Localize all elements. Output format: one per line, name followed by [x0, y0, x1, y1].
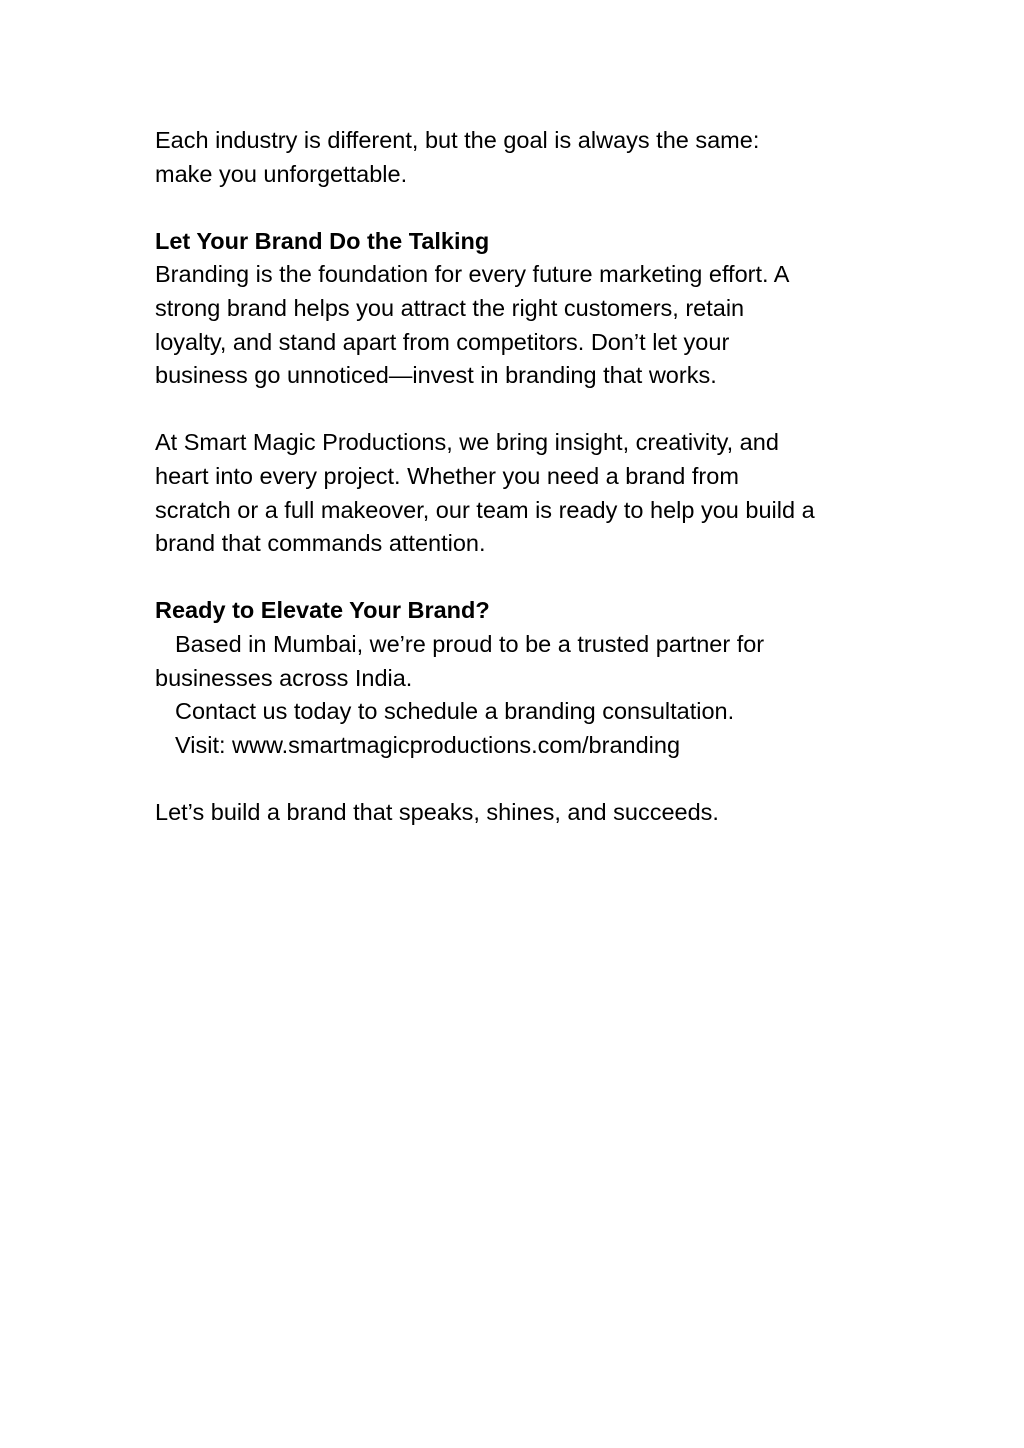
document-body [155, 124, 895, 829]
location-line: Based in Mumbai, we’re proud to be a trusted partner for [175, 630, 765, 657]
body-line: heart into every project. Whether you need a brand from [155, 462, 739, 489]
branding-section [155, 225, 895, 393]
cta-section [155, 594, 895, 762]
visit-link-line: Visit: www.smartmagicproductions.com/branding [175, 731, 681, 758]
location-line: businesses across India. [155, 664, 413, 691]
body-line: At Smart Magic Productions, we bring insight, creativity, and [155, 429, 779, 456]
body-line: loyalty, and stand apart from competitors. Don’t let your [155, 328, 730, 355]
intro-line: make you unforgettable. [155, 160, 408, 187]
section-heading: Ready to Elevate Your Brand? [155, 597, 490, 624]
company-paragraph [155, 426, 895, 560]
body-line: business go unnoticed—invest in branding that works. [155, 362, 717, 389]
body-line: brand that commands attention. [155, 530, 486, 557]
intro-line: Each industry is different, but the goal is always the same: [155, 127, 760, 153]
closing-line: Let’s build a brand that speaks, shines, and succeeds. [155, 798, 719, 825]
contact-line: Contact us today to schedule a branding consultation. [175, 698, 735, 725]
body-line: Branding is the foundation for every future marketing effort. A [155, 261, 790, 288]
body-line: scratch or a full makeover, our team is ready to help you build a [155, 496, 815, 523]
body-line: strong brand helps you attract the right customers, retain [155, 294, 745, 321]
section-heading: Let Your Brand Do the Talking [155, 227, 490, 254]
intro-paragraph [155, 124, 895, 191]
closing-paragraph [155, 796, 895, 830]
